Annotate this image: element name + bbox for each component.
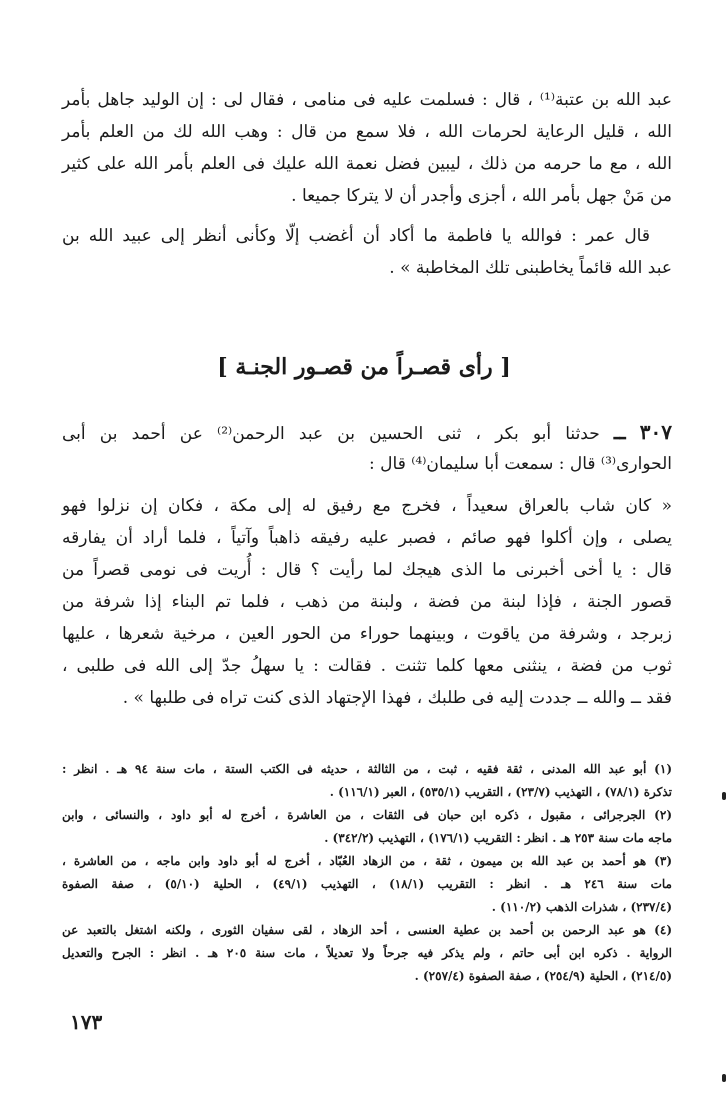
text-line: قصور الجنة ، فإذا لبنة من فضة ، ولبنة من ذهب ، فلما تم البناء إذا شرفة من [62, 592, 672, 612]
entry-dash: ــ [613, 420, 626, 444]
paragraph-1 [62, 84, 672, 212]
text-line: عبد الله بن عتبة⁽¹⁾ ، قال : فسلمت عليه فى منامى ، فقال لى : إن الوليد جاهل بأمر [62, 90, 672, 110]
section-heading: [ رأى قصـراً من قصـور الجنـة ] [217, 354, 511, 380]
edge-mark [722, 1074, 726, 1082]
entry-intro [62, 416, 672, 480]
entry-text: حدثنا أبو بكر ، ثنى الحسين بن عبد الرحمن⁽²⁾ عن أحمد بن أبى [62, 424, 600, 444]
text-line: قال عمر : فوالله يا فاطمة ما أكاد أن أغضب إلّا وكأنى أنظر إلى عبيد الله بن [62, 226, 650, 246]
footnotes [62, 758, 672, 988]
text-line: زبرجد ، وشرفة من ياقوت ، وبينهما حوراء من الحور العين ، مرخية شعرها ، عليها [62, 624, 672, 644]
text-line: قال : يا أخى أخبرنى ما الذى هيجك لما رأيت ؟ قال : أُريت فى نومى قصراً من [62, 560, 672, 580]
edge-mark [722, 792, 726, 800]
text-line: ثوب من فضة ، ينثنى معها كلما تثنت . فقالت : يا سهلُ جدّ إلى الله فى طلبى ، [62, 656, 672, 676]
text-line: فقد ــ والله ــ جددت إليه فى طلبك ، فهذا الإجتهاد الذى كنت تراه فى طلبها » . [122, 688, 672, 708]
footnote-line: تذكرة (٧٨/١) ، التهذيب (٢٣/٧) ، التقريب (٥٣٥/١) ، العبر (١١٦/١) . [329, 785, 672, 799]
footnote-line: (١) أبو عبد الله المدنى ، ثقة فقيه ، ثبت ، من الثالثة ، حديثه فى الكتب الستة ، مات سنة ٩٤ هـ . انظر : [62, 762, 672, 776]
entry-line-2: الحوارى⁽³⁾ قال : سمعت أبا سليمان⁽⁴⁾ قال : [369, 454, 672, 474]
footnote-line: (٤) هو عبد الرحمن بن أحمد بن عطية العنسى ، أحد الزهاد ، لقى سفيان الثورى ، ولكنه اشتغل بالتعبد عن [62, 923, 672, 937]
entry-number: ٣٠٧ [639, 420, 673, 444]
footnote-line: مات سنة ٢٤٦ هـ . انظر : التقريب (١٨/١) ، التهذيب (٤٩/١) ، الحلية (٥/١٠) ، صفة الصفوة [62, 877, 672, 891]
footnote-line: (٢١٤/٥) ، الحلية (٢٥٤/٩) ، صفة الصفوة (٢٥٧/٤) . [414, 969, 672, 983]
paragraph-2 [62, 220, 672, 284]
text-line: يصلى ، وإن أكلوا فهو صائم ، فصبر عليه رفيقه ذاهباً وآتياً ، فلما أراد أن يفارقه [62, 528, 672, 548]
footnote-line: ماجه مات سنة ٢٥٣ هـ . انظر : التقريب (١٧٦/١) ، التهذيب (٣٤٢/٢) . [324, 831, 672, 845]
text-line: عبد الله قائماً يخاطبنى تلك المخاطبة » . [389, 258, 672, 278]
paragraph-3 [62, 490, 672, 714]
footnote-line: (٣) هو أحمد بن عبد الله بن ميمون ، ثقة ، من الزهاد العُبّاد ، أخرج له أبو داود وابن ماجه ، من العاشرة ، [62, 854, 672, 868]
footnote-line: (٢٣٧/٤) ، شذرات الذهب (١١٠/٢) . [491, 900, 672, 914]
page-number: ١٧٣ [70, 1010, 103, 1034]
text-line: « كان شاب بالعراق سعيداً ، فخرج مع رفيق له إلى مكة ، فكان إن نزلوا فهو [62, 496, 672, 516]
text-line: الله ، مع ما حرمه من ذلك ، ليبين فضل نعمة الله عليك فى العلم بأمر الله على كثير [62, 154, 672, 174]
footnote-line: (٢) الجرجرائى ، مقبول ، ذكره ابن حبان فى الثقات ، من العاشرة ، أخرج له أبو داود ، والنسائى ، وابن [62, 808, 672, 822]
footnote-line: الرواية . ذكره ابن أبى حاتم ، ولم يذكر فيه جرحاً ولا تعديلاً ، مات سنة ٢٠٥ هـ . انظر : الجرح والتعديل [62, 946, 672, 960]
entry-line [62, 416, 672, 448]
text-line: الله ، قليل الرعاية لحرمات الله ، فلا سمع من قال : وهب الله لك من العلم بأمر [62, 122, 672, 142]
footnote-divider [62, 740, 672, 741]
text-line: من مَنْ جهل بأمر الله ، أجزى وأجدر أن لا يتركا جميعا . [291, 186, 672, 206]
